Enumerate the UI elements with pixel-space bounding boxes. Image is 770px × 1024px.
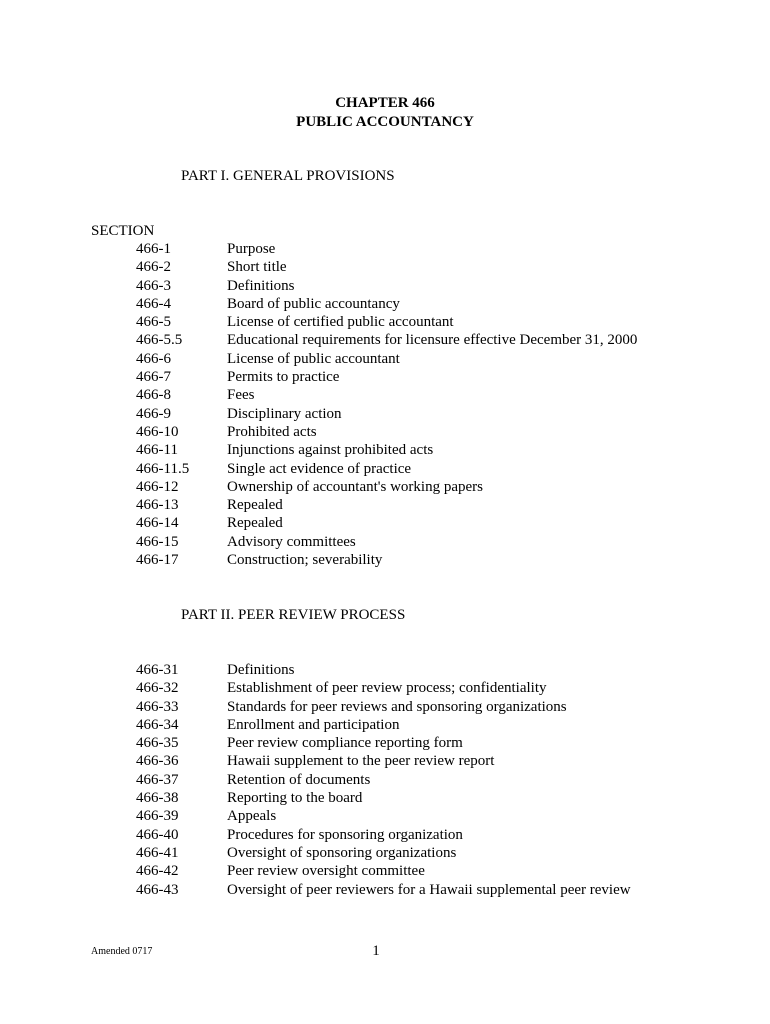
section-number: 466-8 xyxy=(136,387,171,404)
section-title: Repealed xyxy=(227,497,283,514)
section-number: 466-9 xyxy=(136,405,171,422)
section-title: Enrollment and participation xyxy=(227,716,400,733)
section-title: Oversight of sponsoring organizations xyxy=(227,844,457,861)
toc-entry xyxy=(0,826,770,844)
section-title: License of public accountant xyxy=(227,350,400,367)
section-number: 466-5.5 xyxy=(136,332,183,349)
part-1-section-list xyxy=(0,240,770,569)
section-title: Advisory committees xyxy=(227,533,356,550)
section-number: 466-6 xyxy=(136,350,171,367)
section-number: 466-36 xyxy=(136,753,179,770)
toc-entry xyxy=(0,496,770,514)
section-title: Definitions xyxy=(227,277,295,294)
section-number: 466-43 xyxy=(136,881,179,898)
section-title: Educational requirements for licensure effective December 31, 2000 xyxy=(227,332,638,349)
section-title: Fees xyxy=(227,387,255,404)
section-number: 466-40 xyxy=(136,826,179,843)
section-title: Hawaii supplement to the peer review report xyxy=(227,753,495,770)
toc-entry xyxy=(0,679,770,697)
section-title: Permits to practice xyxy=(227,369,340,386)
section-title: License of certified public accountant xyxy=(227,314,454,331)
section-title: Definitions xyxy=(227,662,295,678)
section-title: Single act evidence of practice xyxy=(227,460,412,477)
toc-entry xyxy=(0,698,770,716)
chapter-title: CHAPTER 466 xyxy=(335,95,435,111)
section-number: 466-3 xyxy=(136,277,171,294)
section-number: 466-14 xyxy=(136,515,179,532)
section-number: 466-12 xyxy=(136,478,179,495)
section-number: 466-37 xyxy=(136,771,179,788)
amended-note: Amended 0717 xyxy=(91,946,153,957)
toc-entry xyxy=(0,331,770,349)
toc-entry xyxy=(0,386,770,404)
section-number: 466-1 xyxy=(136,241,171,257)
section-title: Disciplinary action xyxy=(227,405,342,422)
toc-entry xyxy=(0,460,770,478)
section-number: 466-7 xyxy=(136,369,171,386)
section-title: Oversight of peer reviewers for a Hawaii supplemental peer review xyxy=(227,881,631,898)
toc-entry xyxy=(0,661,770,679)
section-number: 466-33 xyxy=(136,698,179,715)
toc-entry xyxy=(0,771,770,789)
section-number: 466-5 xyxy=(136,314,171,331)
toc-entry xyxy=(0,258,770,276)
section-title: Ownership of accountant's working papers xyxy=(227,478,483,495)
section-title: Repealed xyxy=(227,515,283,532)
section-number: 466-17 xyxy=(136,552,179,569)
section-number: 466-38 xyxy=(136,790,179,807)
toc-entry xyxy=(0,844,770,862)
toc-entry xyxy=(0,789,770,807)
toc-entry xyxy=(0,240,770,258)
section-number: 466-10 xyxy=(136,423,179,440)
toc-entry xyxy=(0,752,770,770)
toc-entry xyxy=(0,277,770,295)
section-number: 466-34 xyxy=(136,716,179,733)
section-title: Injunctions against prohibited acts xyxy=(227,442,434,459)
section-number: 466-11.5 xyxy=(136,460,190,477)
section-title: Construction; severability xyxy=(227,552,383,569)
toc-entry xyxy=(0,533,770,551)
toc-entry xyxy=(0,368,770,386)
section-title: Reporting to the board xyxy=(227,790,363,807)
section-title: Board of public accountancy xyxy=(227,295,400,312)
toc-entry xyxy=(0,295,770,313)
section-title: Peer review compliance reporting form xyxy=(227,735,463,752)
toc-entry xyxy=(0,734,770,752)
toc-entry xyxy=(0,862,770,880)
section-number: 466-31 xyxy=(136,662,179,678)
toc-entry xyxy=(0,313,770,331)
section-number: 466-4 xyxy=(136,295,171,312)
section-number: 466-32 xyxy=(136,680,179,697)
section-number: 466-42 xyxy=(136,863,179,880)
part-1-heading: PART I. GENERAL PROVISIONS xyxy=(181,168,395,184)
toc-entry xyxy=(0,350,770,368)
toc-entry xyxy=(0,551,770,569)
section-number: 466-2 xyxy=(136,259,171,276)
section-title: Appeals xyxy=(227,808,277,825)
section-number: 466-11 xyxy=(136,442,178,459)
toc-entry xyxy=(0,881,770,899)
part-2-heading: PART II. PEER REVIEW PROCESS xyxy=(181,607,406,623)
section-number: 466-41 xyxy=(136,844,179,861)
section-number: 466-39 xyxy=(136,808,179,825)
toc-entry xyxy=(0,716,770,734)
page-number: 1 xyxy=(372,943,380,959)
section-title: Peer review oversight committee xyxy=(227,863,425,880)
toc-entry xyxy=(0,807,770,825)
section-title: Retention of documents xyxy=(227,771,371,788)
section-number: 466-15 xyxy=(136,533,179,550)
toc-entry xyxy=(0,478,770,496)
section-title: Short title xyxy=(227,259,287,276)
section-label: SECTION xyxy=(91,223,155,239)
section-title: Purpose xyxy=(227,241,276,257)
toc-entry xyxy=(0,514,770,532)
toc-entry xyxy=(0,423,770,441)
chapter-subtitle: PUBLIC ACCOUNTANCY xyxy=(296,114,474,130)
section-title: Standards for peer reviews and sponsoring organizations xyxy=(227,698,567,715)
toc-entry xyxy=(0,405,770,423)
section-title: Establishment of peer review process; confidentiality xyxy=(227,680,547,697)
toc-entry xyxy=(0,441,770,459)
section-title: Prohibited acts xyxy=(227,423,317,440)
part-2-section-list xyxy=(0,661,770,899)
section-number: 466-35 xyxy=(136,735,179,752)
section-title: Procedures for sponsoring organization xyxy=(227,826,463,843)
section-number: 466-13 xyxy=(136,497,179,514)
